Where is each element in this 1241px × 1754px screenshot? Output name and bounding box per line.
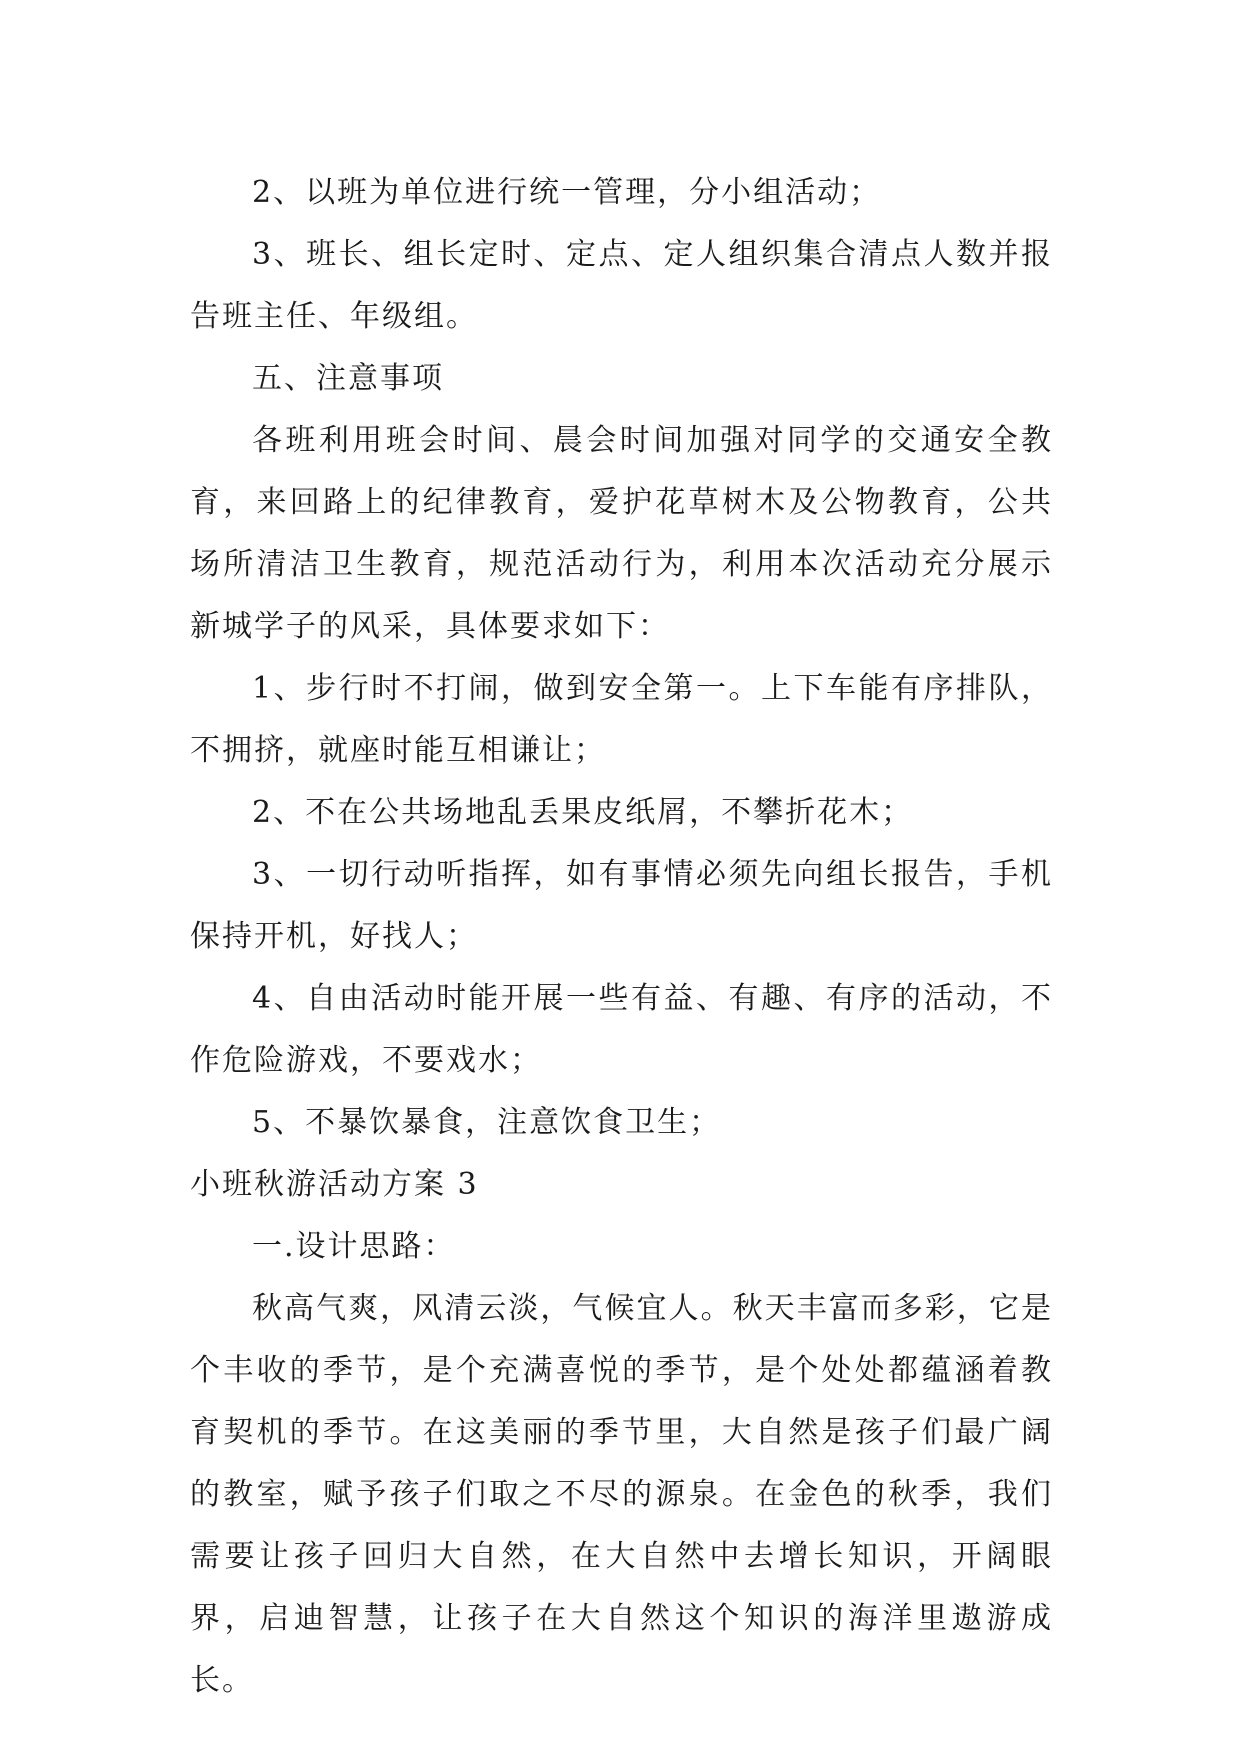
section-heading: 五、注意事项 xyxy=(252,361,444,396)
body-paragraph: 秋高气爽，风清云淡，气候宜人。秋天丰富而多彩，它是个丰收的季节，是个充满喜悦的季节，是个处处都蕴涵着教育契机的季节。在这美丽的季节里，大自然是孩子们最广阔的教室，赋予孩子们取之不尽的源泉。在金色的秋季，我们需要让孩子回归大自然，在大自然中去增长知识，开阔眼界，启迪智慧，让孩子在大自然这个知识的海洋里遨游成长。 xyxy=(190,1291,1053,1698)
list-item: 3、班长、组长定时、定点、定人组织集合清点人数并报告班主任、年级组。 xyxy=(190,237,1053,334)
list-item: 2、以班为单位进行统一管理，分小组活动； xyxy=(252,175,882,210)
list-item: 2、不在公共场地乱丢果皮纸屑，不攀折花木； xyxy=(252,795,914,830)
body-paragraph: 各班利用班会时间、晨会时间加强对同学的交通安全教育，来回路上的纪律教育，爱护花草树木及公物教育，公共场所清洁卫生教育，规范活动行为，利用本次活动充分展示新城学子的风采，具体要求如下： xyxy=(190,423,1053,644)
document-title: 小班秋游活动方案 3 xyxy=(190,1167,479,1202)
section-heading: 一.设计思路： xyxy=(252,1229,456,1264)
list-item: 5、不暴饮暴食，注意饮食卫生； xyxy=(252,1105,722,1140)
list-item: 3、一切行动听指挥，如有事情必须先向组长报告，手机保持开机，好找人； xyxy=(190,857,1053,954)
document-body xyxy=(190,162,1053,1712)
list-item: 1、步行时不打闹，做到安全第一。上下车能有序排队，不拥挤，就座时能互相谦让； xyxy=(190,671,1053,768)
list-item: 4、自由活动时能开展一些有益、有趣、有序的活动，不作危险游戏，不要戏水； xyxy=(190,981,1053,1078)
